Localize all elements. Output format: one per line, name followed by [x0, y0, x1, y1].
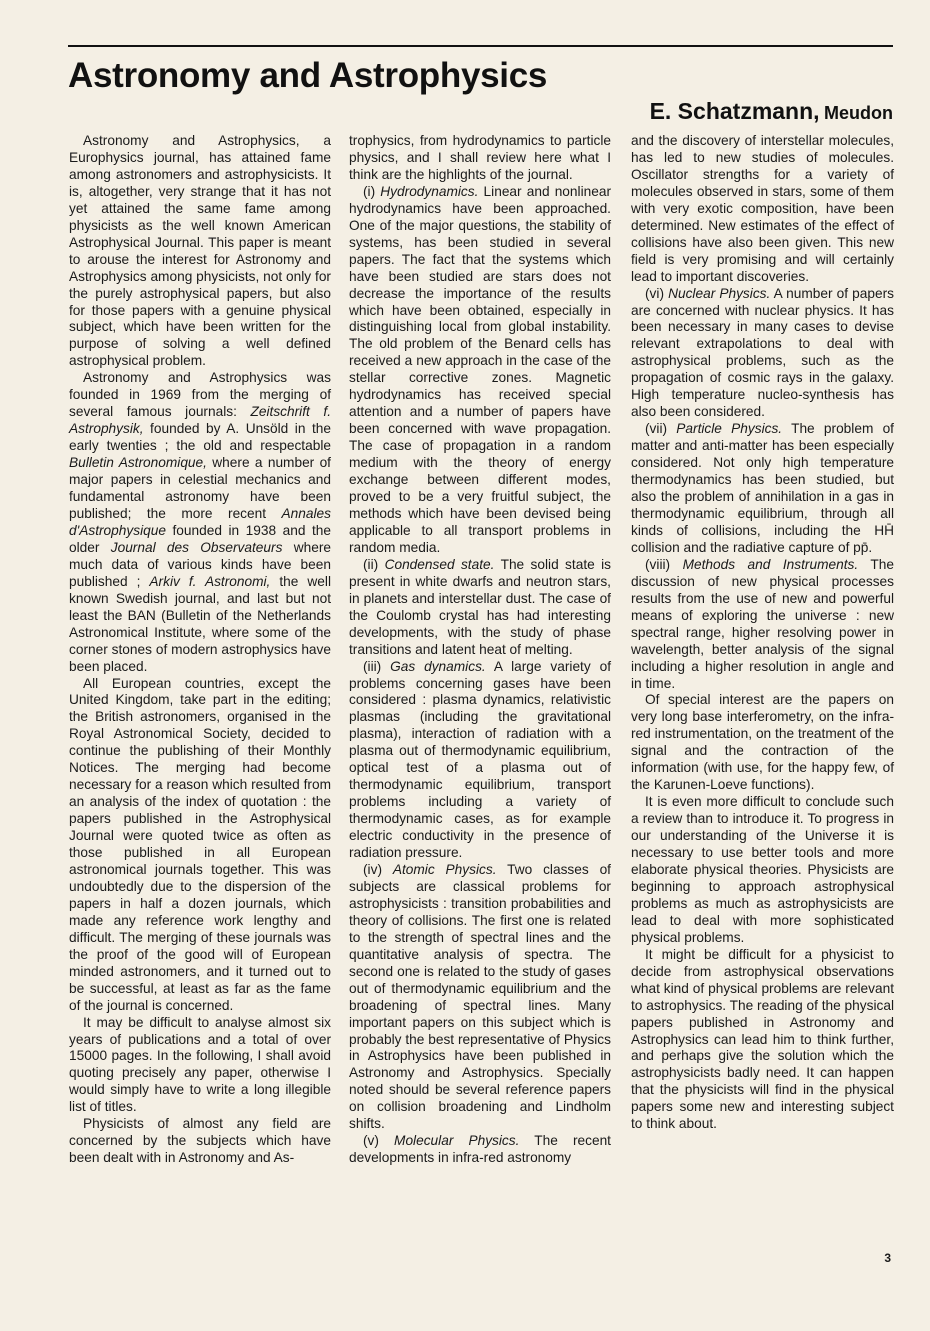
paragraph: It might be difficult for a physicist to decide from astrophysical observations what kind of physical problems are relevant to astrophysics. The reading of the physical papers published in Astronomy and Astrophysics can lead him to think further, and perhaps give the solution which the astrophysicists badly need. It can happen that the physicists will find in the physical papers some new and interesting subject to think about.: [631, 946, 894, 1132]
paragraph: Of special interest are the papers on very long base interferometry, on the infra-red instrumentation, on the treatment of the signal and the contraction of the information (with use, for the happy few, of the Karunen-Loeve functions).: [631, 692, 894, 793]
paragraph: (viii) Methods and Instruments. The discussion of new physical processes results from the use of new and powerful means of exploring the universe : new spectral range, higher resolving power in wavelength, better analysis of the signal including a higher resolution in angle and in time.: [631, 556, 894, 691]
paragraph: and the discovery of interstellar molecules, has led to new studies of molecules. Oscillator strengths for a variety of molecules observed in stars, some of them with very exotic composition, have been determined. New estimates of the effect of collisions have also been given. This new field is very promising and will certainly lead to important discoveries.: [631, 133, 894, 284]
author-affiliation: Meudon: [824, 103, 893, 123]
paragraph: (i) Hydrodynamics. Linear and nonlinear hydrodynamics have been approached. One of the major questions, the stability of systems, has been studied in several papers. The fact that the systems which have been studied are stars does not decrease the importance of the results which have been obtained, especially in distinguishing local from global instability. The old problem of the Benard cells has received a new approach in the case of the stellar corrective zones. Magnetic hydrodynamics has received special attention and a number of papers have been concerned with wave propagation. The case of propagation in a random medium with the theory of energy exchange between different modes, proved to be a very fruitful subject, the methods which have been devised being applicable to all transport problems in random media.: [349, 183, 612, 555]
author-name: E. Schatzmann,: [649, 98, 820, 124]
top-rule: [68, 45, 893, 47]
paragraph: All European countries, except the United Kingdom, take part in the editing; the British astronomers, organised in the Royal Astronomical Society, decided to continue the publishing of their Monthly Notices. The merging had become necessary for a reason which resulted from an analysis of the index of quotation : the papers published in the Astrophysical Journal were quoted twice as often as those published in all European astronomical journals together. This was undoubtedly due to the dispersion of the papers in half a dozen journals, which made any reference work lengthy and difficult. The merging of these journals was the proof of the good will of European minded astronomers, and it turned out to be successful, at least as far as the fame of the journal is concerned.: [69, 675, 331, 1013]
paragraph: (vi) Nuclear Physics. A number of papers are concerned with nuclear physics. It has been necessary in many cases to devise relevant extrapolations to deal with astrophysical problems, such as the propagation of cosmic rays in the galaxy. High temperature nucleo-synthesis has also been considered.: [631, 285, 894, 420]
paragraph: (iii) Gas dynamics. A large variety of problems concerning gases have been considered : plasma dynamics, relativistic plasmas (including the gravitational plasma), interaction of radiation with a plasma out of thermodynamic equilibrium, optical test of a plasma out of thermodynamic equilibrium, transport problems including a variety of thermodynamic cases, as for example electric conductivity in the presence of radiation pressure.: [349, 658, 611, 861]
paragraph: It is even more difficult to conclude such a review than to introduce it. To progress in our understanding of the Universe it is necessary to use better tools and more elaborate physical theories. Physicists are beginning to approach astrophysical problems as much as astrophysicists are lead to deal with more sophisticated physical problems.: [631, 794, 894, 945]
paragraph: (v) Molecular Physics. The recent developments in infra-red astronomy: [349, 1133, 611, 1166]
paragraph: Astronomy and Astrophysics, a Europhysics journal, has attained fame among astronomers and astrophysicists. It is, altogether, very strange that it has not yet attained the same fame among physicists as the well known American Astrophysical Journal. This paper is meant to arouse the interest for Astronomy and Astrophysics among physicists, not only for the purely astrophysical papers, but also for those papers with a genuine physical subject, which have been written for the purpose of solving a well defined astrophysical problem.: [69, 133, 331, 369]
page-number: 3: [884, 1251, 891, 1265]
article-title: Astronomy and Astrophysics: [68, 56, 548, 95]
paragraph: (ii) Condensed state. The solid state is present in white dwarfs and neutron stars, in planets and interstellar dust. The case of the Coulomb crystal has had interesting developments, with the study of phase transitions and latent heat of melting.: [349, 556, 611, 657]
text-column-3: [631, 133, 894, 1133]
paragraph: (iv) Atomic Physics. Two classes of subjects are classical problems for astrophysicists : transition probabilities and theory of collisions. The first one is related to the strength of spectral lines and the quantitative analysis of spectra. The second one is related to the study of gases out of thermodynamic equilibrium and the broadening of spectral lines. Many important papers on this subject which is probably the best representative of Physics in Astrophysics have been published in Astronomy and Astrophysics. Specially noted should be several reference papers on collision broadening and Lindholm shifts.: [349, 861, 611, 1132]
paragraph: Physicists of almost any field are concerned by the subjects which have been dealt with in Astronomy and As-: [69, 1116, 331, 1166]
paragraph: trophysics, from hydrodynamics to particle physics, and I shall review here what I think are the highlights of the journal.: [349, 133, 611, 182]
author-line: [650, 98, 893, 125]
paragraph: It may be difficult to analyse almost six years of publications and a total of over 15000 pages. In the following, I shall avoid quoting precisely any paper, otherwise I would simply have to write a long illegible list of titles.: [69, 1014, 331, 1115]
text-column-2: [349, 133, 611, 1167]
text-column-1: [69, 133, 331, 1167]
paragraph: (vii) Particle Physics. The problem of matter and anti-matter has been especially considered. Not only high temperature thermodynamics has been studied, but also the problem of annihilation in a gas in thermodynamic equilibrium, through all kinds of collisions, including the HH̄ collision and the radiative capture of pp̄.: [631, 421, 894, 555]
paragraph: Astronomy and Astrophysics was founded in 1969 from the merging of several famous journals: Zeitschrift f. Astrophysik, founded by A. Unsöld in the early twenties ; the old and respectable Bulletin Astronomique, where a number of major papers in celestial mechanics and fundamental astronomy have been published; the more recent Annales d'Astrophysique founded in 1938 and the older Journal des Observateurs where much data of various kinds have been published ; Arkiv f. Astronomi, the well known Swedish journal, and last but not least the BAN (Bulletin of the Netherlands Astronomical Institute, where some of the corner stones of modern astrophysics have been placed.: [69, 370, 332, 674]
